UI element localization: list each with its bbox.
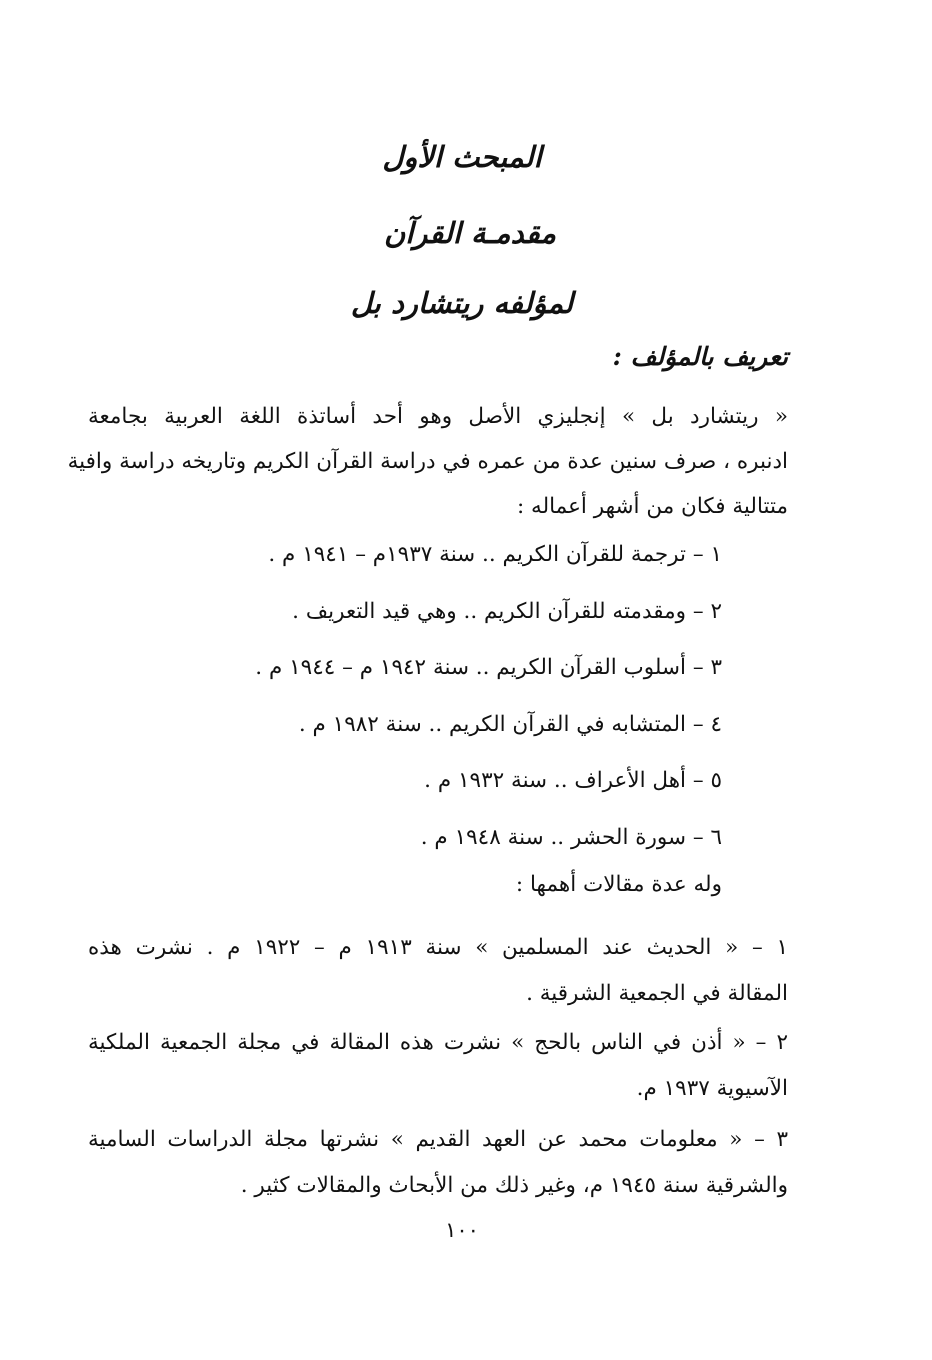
works-list-item: ٢ – ومقدمته للقرآن الكريم .. وهي قيد التعريف . — [292, 598, 722, 624]
intro-line: « ريتشارد بل » إنجليزي الأصل وهو أحد أساتذة اللغة العربية بجامعة — [88, 404, 788, 429]
articles-heading: وله عدة مقالات أهمها : — [515, 872, 722, 897]
works-list-item: ٤ – المتشابه في القرآن الكريم .. سنة ١٩٨٢ م . — [298, 711, 722, 737]
article-line: المقالة في الجمعية الشرقية . — [526, 981, 788, 1006]
article-item — [88, 1020, 788, 1112]
works-list-item: ٥ – أهل الأعراف .. سنة ١٩٣٢ م . — [424, 768, 722, 793]
author-heading: لمؤلفه ريتشارد بل — [350, 286, 574, 320]
works-list-item: ١ – ترجمة للقرآن الكريم .. سنة ١٩٣٧م – ١٩٤١ م . — [268, 542, 722, 567]
article-line: ٢ – « أذن في الناس بالحج » نشرت هذه المقالة في مجلة الجمعية الملكية — [88, 1030, 788, 1055]
intro-line: ادنبره ، صرف سنين عدة من عمره في دراسة القرآن الكريم وتاريخه دراسة وافية — [67, 449, 788, 474]
works-list-item: ٦ – سورة الحشر .. سنة ١٩٤٨ م . — [420, 824, 722, 850]
article-line: ٣ – « معلومات محمد عن العهد القديم » نشرتها مجلة الدراسات السامية — [88, 1127, 788, 1152]
chapter-heading: المبحث الأول — [382, 140, 542, 174]
works-list-item: ٣ – أسلوب القرآن الكريم .. سنة ١٩٤٢ م – ١٩٤٤ م . — [255, 655, 722, 680]
book-title-heading: مقدمـة القرآن — [383, 216, 557, 250]
article-item — [88, 1117, 788, 1209]
article-line: الآسيوية ١٩٣٧ م. — [636, 1076, 788, 1101]
article-item — [88, 925, 788, 1017]
article-line: والشرقية سنة ١٩٤٥ م، وغير ذلك من الأبحاث والمقالات كثير . — [240, 1173, 788, 1198]
page-number: ١٠٠ — [445, 1218, 479, 1242]
section-title: تعريف بالمؤلف : — [612, 342, 788, 371]
works-list — [162, 535, 722, 874]
intro-paragraph — [67, 394, 788, 529]
intro-line: متتالية فكان من أشهر أعماله : — [516, 494, 788, 519]
article-line: ١ – « الحديث عند المسلمين » سنة ١٩١٣ م – ١٩٢٢ م . نشرت هذه — [88, 935, 788, 960]
